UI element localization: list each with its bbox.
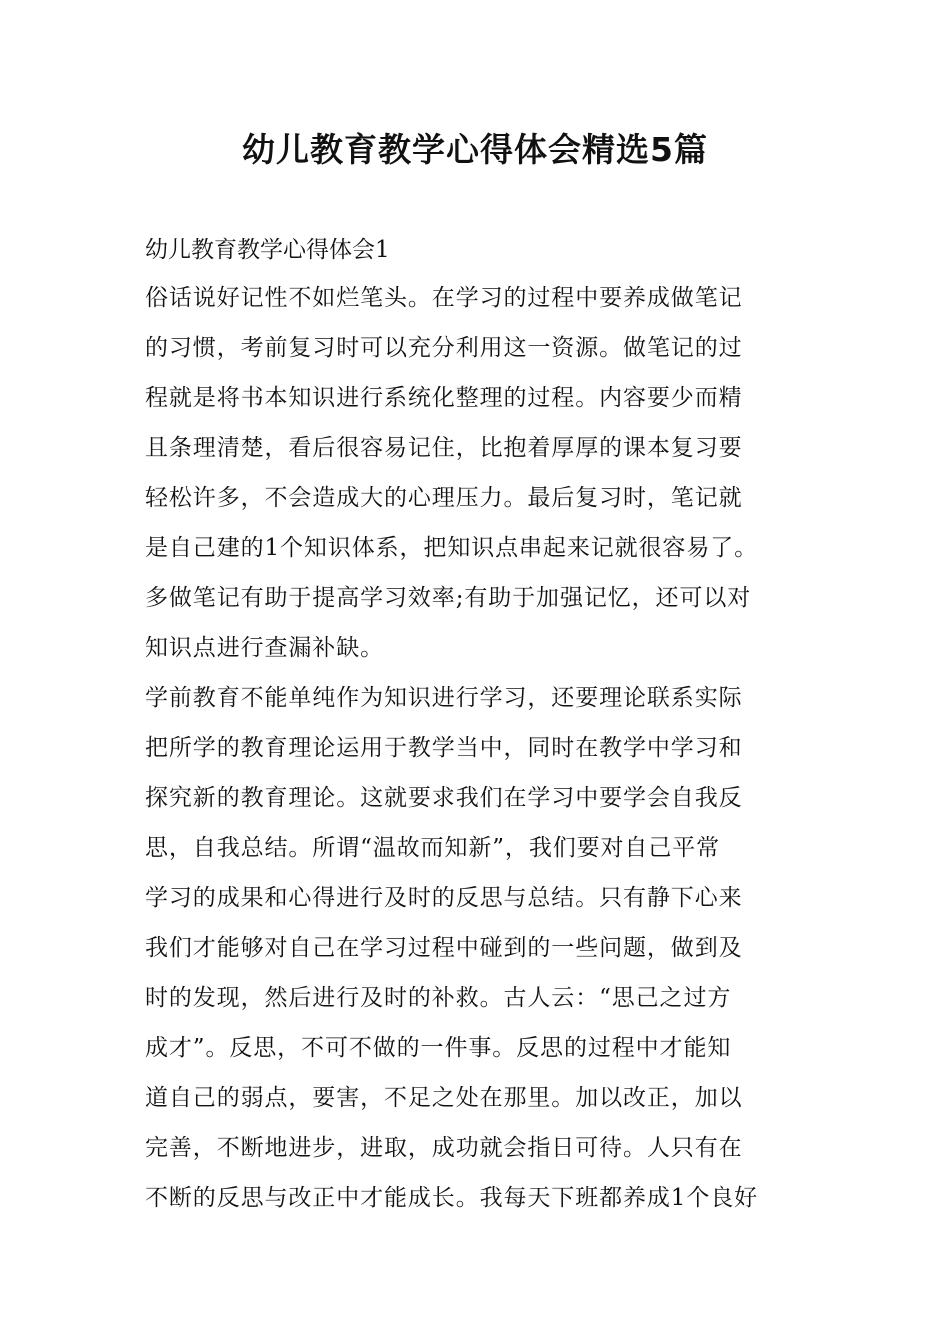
body-line: 是自己建的1个知识体系，把知识点串起来记就很容易了。 bbox=[145, 535, 759, 561]
body-line: 程就是将书本知识进行系统化整理的过程。内容要少而精 bbox=[145, 385, 743, 411]
body-line: 道自己的弱点，要害，不足之处在那里。加以改正，加以 bbox=[145, 1085, 743, 1111]
body-line: 不断的反思与改正中才能成长。我每天下班都养成1个良好 bbox=[145, 1185, 759, 1211]
body-line: 轻松许多，不会造成大的心理压力。最后复习时，笔记就 bbox=[145, 485, 743, 511]
body-line: 探究新的教育理论。这就要求我们在学习中要学会自我反 bbox=[145, 785, 743, 811]
body-line: 完善，不断地进步，进取，成功就会指日可待。人只有在 bbox=[145, 1135, 743, 1161]
body-line: 且条理清楚，看后很容易记住，比抱着厚厚的课本复习要 bbox=[145, 435, 743, 461]
body-line: 学习的成果和心得进行及时的反思与总结。只有静下心来 bbox=[145, 885, 743, 911]
body-line: 俗话说好记性不如烂笔头。在学习的过程中要养成做笔记 bbox=[145, 285, 743, 311]
body-line: 的习惯，考前复习时可以充分利用这一资源。做笔记的过 bbox=[145, 335, 743, 361]
body-line: 把所学的教育理论运用于教学当中，同时在教学中学习和 bbox=[145, 735, 743, 761]
body-line: 知识点进行查漏补缺。 bbox=[145, 635, 384, 661]
body-line: 多做笔记有助于提高学习效率;有助于加强记忆，还可以对 bbox=[145, 585, 752, 611]
body-line: 学前教育不能单纯作为知识进行学习，还要理论联系实际 bbox=[145, 685, 743, 711]
body-line: 我们才能够对自己在学习过程中碰到的一些问题，做到及 bbox=[145, 935, 743, 961]
document-title: 幼儿教育教学心得体会精选5篇 bbox=[242, 130, 708, 169]
body-line: 思，自我总结。所谓“温故而知新”，我们要对自己平常 bbox=[145, 835, 721, 861]
body-line: 成才”。反思，不可不做的一件事。反思的过程中才能知 bbox=[145, 1035, 732, 1061]
body-line: 时的发现，然后进行及时的补救。古人云：“思己之过方 bbox=[145, 985, 732, 1011]
section-heading: 幼儿教育教学心得体会1 bbox=[145, 237, 390, 263]
